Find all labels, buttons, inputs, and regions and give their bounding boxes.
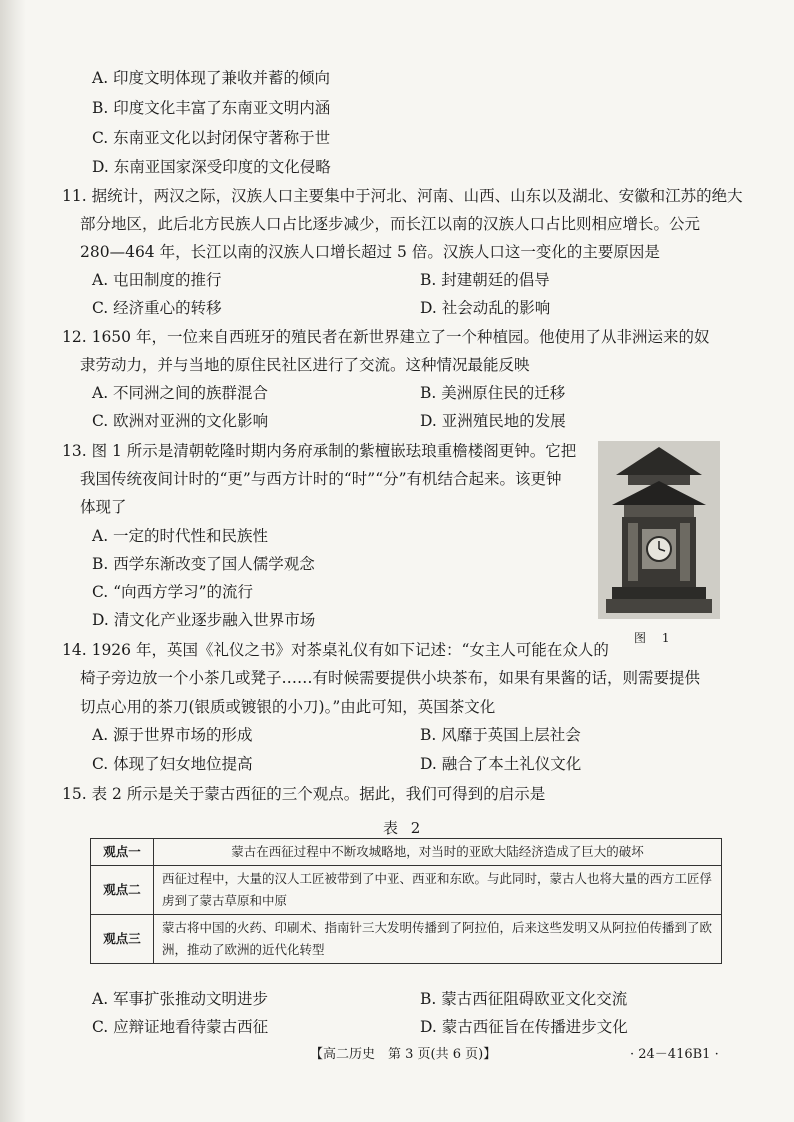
viewpoints-table <box>90 838 722 964</box>
q11-option-a: A. 屯田制度的推行 <box>92 271 222 289</box>
q12-stem-line2: 隶劳动力，并与当地的原住民社区进行了交流。这种情况最能反映 <box>80 356 530 374</box>
q12-option-d: D. 亚洲殖民地的发展 <box>420 412 566 430</box>
q10-option-b: B. 印度文化丰富了东南亚文明内涵 <box>92 99 331 117</box>
row-text: 蒙古在西征过程中不断攻城略地，对当时的亚欧大陆经济造成了巨大的破坏 <box>154 839 722 866</box>
q11-stem-line1: 11. 据统计，两汉之际，汉族人口主要集中于河北、河南、山西、山东以及湖北、安徽和江苏的绝大 <box>62 187 743 205</box>
row-label: 观点三 <box>91 915 154 964</box>
q11-stem-line3: 280—464 年，长江以南的汉族人口增长超过 5 倍。汉族人口这一变化的主要原因是 <box>80 243 660 261</box>
scan-left-edge <box>0 0 26 1122</box>
q13-option-d: D. 清文化产业逐步融入世界市场 <box>92 611 316 629</box>
q12-option-b: B. 美洲原住民的迁移 <box>420 384 566 402</box>
q14-option-b: B. 风靡于英国上层社会 <box>420 726 581 744</box>
q13-option-a: A. 一定的时代性和民族性 <box>92 527 269 545</box>
q15-stem: 15. 表 2 所示是关于蒙古西征的三个观点。据此，我们可得到的启示是 <box>62 785 546 803</box>
q13-option-b: B. 西学东渐改变了国人儒学观念 <box>92 555 315 573</box>
q10-option-c: C. 东南亚文化以封闭保守著称于世 <box>92 129 331 147</box>
figure-caption: 图 1 <box>634 631 676 645</box>
q15-option-b: B. 蒙古西征阻碍欧亚文化交流 <box>420 990 628 1008</box>
q12-option-c: C. 欧洲对亚洲的文化影响 <box>92 412 269 430</box>
q13-stem-line3: 体现了 <box>80 498 127 516</box>
q13-stem-line1: 13. 图 1 所示是清朝乾隆时期内务府承制的紫檀嵌珐琅重檐楼阁更钟。它把 <box>62 442 577 460</box>
row-label: 观点二 <box>91 866 154 915</box>
q15-option-d: D. 蒙古西征旨在传播进步文化 <box>420 1018 628 1036</box>
q14-option-c: C. 体现了妇女地位提高 <box>92 755 253 773</box>
q10-option-a: A. 印度文明体现了兼收并蓄的倾向 <box>92 69 331 87</box>
q14-stem-line3: 切点心用的茶刀(银质或镀银的小刀)。”由此可知，英国茶文化 <box>80 698 496 716</box>
q14-stem-line1: 14. 1926 年，英国《礼仪之书》对茶桌礼仪有如下记述：“女主人可能在众人的 <box>62 641 609 659</box>
q14-stem-line2: 椅子旁边放一个小茶几或凳子……有时候需要提供小块茶布，如果有果酱的话，则需要提供 <box>80 669 701 687</box>
clock-tower-photo <box>598 441 720 619</box>
row-text: 蒙古将中国的火药、印刷术、指南针三大发明传播到了阿拉伯，后来这些发明又从阿拉伯传播到了欧洲，推动了欧洲的近代化转型 <box>154 915 722 964</box>
q11-option-d: D. 社会动乱的影响 <box>420 299 551 317</box>
q11-option-c: C. 经济重心的转移 <box>92 299 222 317</box>
table-row <box>91 866 722 915</box>
q13-stem-line2: 我国传统夜间计时的“更”与西方计时的“时”“分”有机结合起来。该更钟 <box>80 470 562 488</box>
row-text: 西征过程中，大量的汉人工匠被带到了中亚、西亚和东欧。与此同时，蒙古人也将大量的西方工匠俘虏到了蒙古草原和中原 <box>154 866 722 915</box>
table-caption: 表 2 <box>383 819 425 837</box>
q10-option-d: D. 东南亚国家深受印度的文化侵略 <box>92 158 331 176</box>
row-label: 观点一 <box>91 839 154 866</box>
q14-option-d: D. 融合了本土礼仪文化 <box>420 755 582 773</box>
page-footer-code: · 24－416B1 · <box>630 1047 719 1062</box>
q12-stem-line1: 12. 1650 年，一位来自西班牙的殖民者在新世界建立了一个种植园。他使用了从非洲运来的奴 <box>62 328 710 346</box>
q15-option-a: A. 军事扩张推动文明进步 <box>92 990 269 1008</box>
page-footer-center: 【高二历史 第 3 页(共 6 页)】 <box>310 1047 497 1062</box>
q11-option-b: B. 封建朝廷的倡导 <box>420 271 550 289</box>
q13-option-c: C. “向西方学习”的流行 <box>92 583 254 601</box>
q14-option-a: A. 源于世界市场的形成 <box>92 726 253 744</box>
q11-stem-line2: 部分地区，此后北方民族人口占比逐步减少，而长江以南的汉族人口占比则相应增长。公元 <box>80 215 701 233</box>
q12-option-a: A. 不同洲之间的族群混合 <box>92 384 269 402</box>
table-row <box>91 915 722 964</box>
q15-option-c: C. 应辩证地看待蒙古西征 <box>92 1018 269 1036</box>
table-row <box>91 839 722 866</box>
